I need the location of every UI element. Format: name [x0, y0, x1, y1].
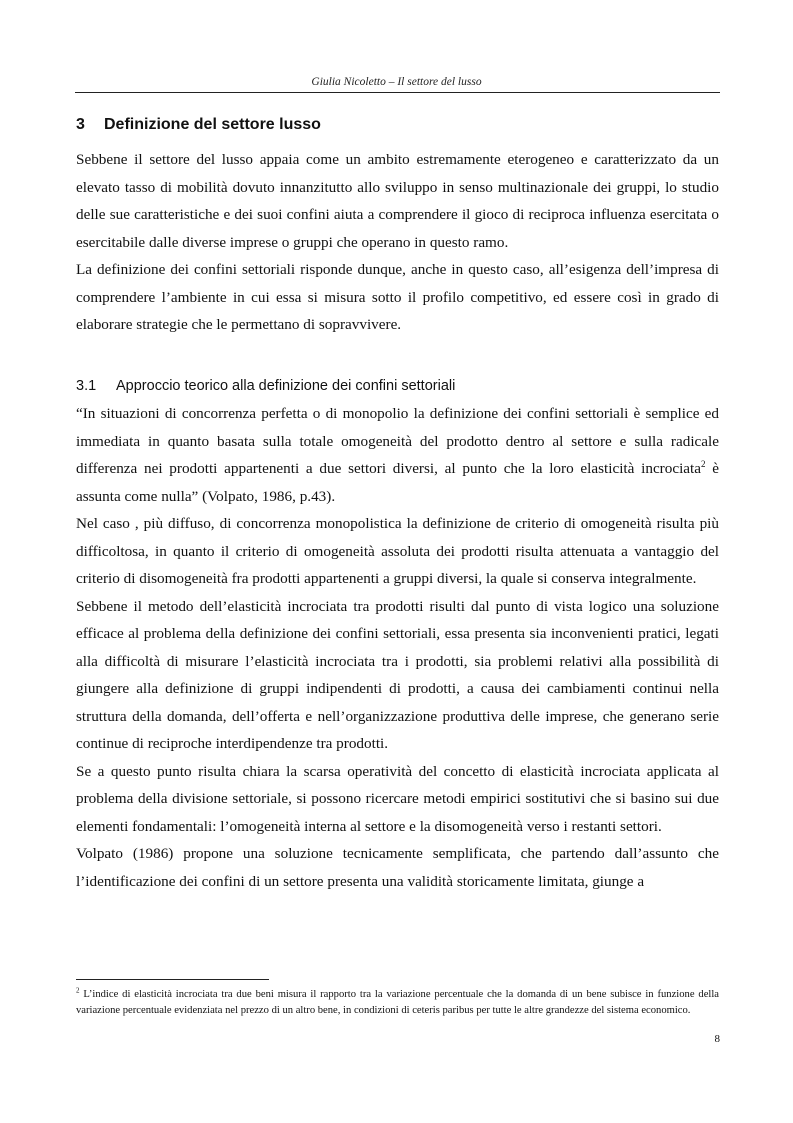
header-rule	[75, 92, 720, 93]
footnote-rule	[76, 979, 269, 980]
paragraph: Volpato (1986) propone una soluzione tecnicamente semplificata, che partendo dall’assunto che l’identificazione dei confini di un settore presenta una validità storicamente limitata, giunge a	[76, 845, 719, 890]
paragraph: Sebbene il metodo dell’elasticità incrociata tra prodotti risulti dal punto di vista logico una soluzione efficace al problema della definizione dei confini settoriali, essa presenta sia inconvenienti pratici, legati alla difficoltà di misurare l’elasticità incrociata tra i prodotti, sia problemi relativi alla possibilità di giungere alla definizione di gruppi indipendenti di prodotti, a causa dei cambiamenti continui nella struttura della domanda, dell’offerta e nell’organizzazione produttiva delle imprese, che generano serie continue di reciproche interdipendenze tra prodotti.	[76, 597, 719, 752]
footnote-marker: 2	[76, 986, 80, 995]
footnote-reference[interactable]: 2	[701, 458, 706, 469]
paragraph: Nel caso , più diffuso, di concorrenza monopolistica la definizione de criterio di omogeneità risulta più difficoltosa, in quanto il criterio di omogeneità assoluta dei prodotti risulta attenuata a vantaggio del criterio di disomogeneità fra prodotti appartenenti a gruppi diversi, la quale si conserva integralmente.	[76, 515, 719, 587]
section-number: 3	[76, 116, 85, 133]
section-title: Definizione del settore lusso	[104, 116, 321, 133]
quote-citation: è assunta come nulla” (Volpato, 1986, p.43).	[76, 460, 719, 505]
quote-paragraph	[76, 400, 719, 510]
subsection-heading	[76, 378, 455, 394]
subsection-body	[76, 400, 719, 895]
subsection-title: Approccio teorico alla definizione dei confini settoriali	[116, 378, 456, 394]
page-number: 8	[714, 1033, 720, 1045]
running-header: Giulia Nicoletto – Il settore del lusso	[311, 76, 482, 88]
footnote-text: L’indice di elasticità incrociata tra due beni misura il rapporto tra la variazione percentuale che la domanda di un bene subisce in funzione della variazione percentuale evidenziata nel prezzo di un altro bene, in condizioni di ceteris paribus per tutte le altre grandezze del sistema economico.	[76, 989, 719, 1016]
quote-text: “In situazioni di concorrenza perfetta o di monopolio la definizione dei confini settoriali è semplice ed immediata in quanto basata sulla totale omogeneità del prodotto dentro al settore e sulla radicale differenza nei prodotti appartenenti a due settori diversi, al punto che la loro elasticità incrociata	[76, 405, 719, 477]
paragraph: La definizione dei confini settoriali risponde dunque, anche in questo caso, all’esigenza dell’impresa di comprendere l’ambiente in cui essa si misura sotto il profilo competitivo, ed essere così in grado di elaborare strategie che le permettano di sopravvivere.	[76, 261, 719, 333]
subsection-number: 3.1	[76, 378, 97, 394]
paragraph: Se a questo punto risulta chiara la scarsa operatività del concetto di elasticità incrociata applicata al problema della divisione settoriale, si possono ricercare metodi empirici sostitutivi che si basino sui due elementi fondamentali: l’omogeneità interna al settore e la disomogeneità verso i restanti settori.	[76, 762, 719, 835]
footnote	[76, 987, 719, 1018]
section-body	[76, 146, 719, 339]
paragraph: Sebbene il settore del lusso appaia come un ambito estremamente eterogeneo e caratterizzato da un elevato tasso di mobilità dovuto innanzitutto allo sviluppo in senso multinazionale dei gruppi, lo studio delle sue caratteristiche e dei suoi confini aiuta a comprendere il gioco di reciproca influenza esercitata o esercitabile dalle diverse imprese o gruppi che operano in questo ramo.	[76, 151, 719, 251]
section-heading	[76, 116, 321, 134]
